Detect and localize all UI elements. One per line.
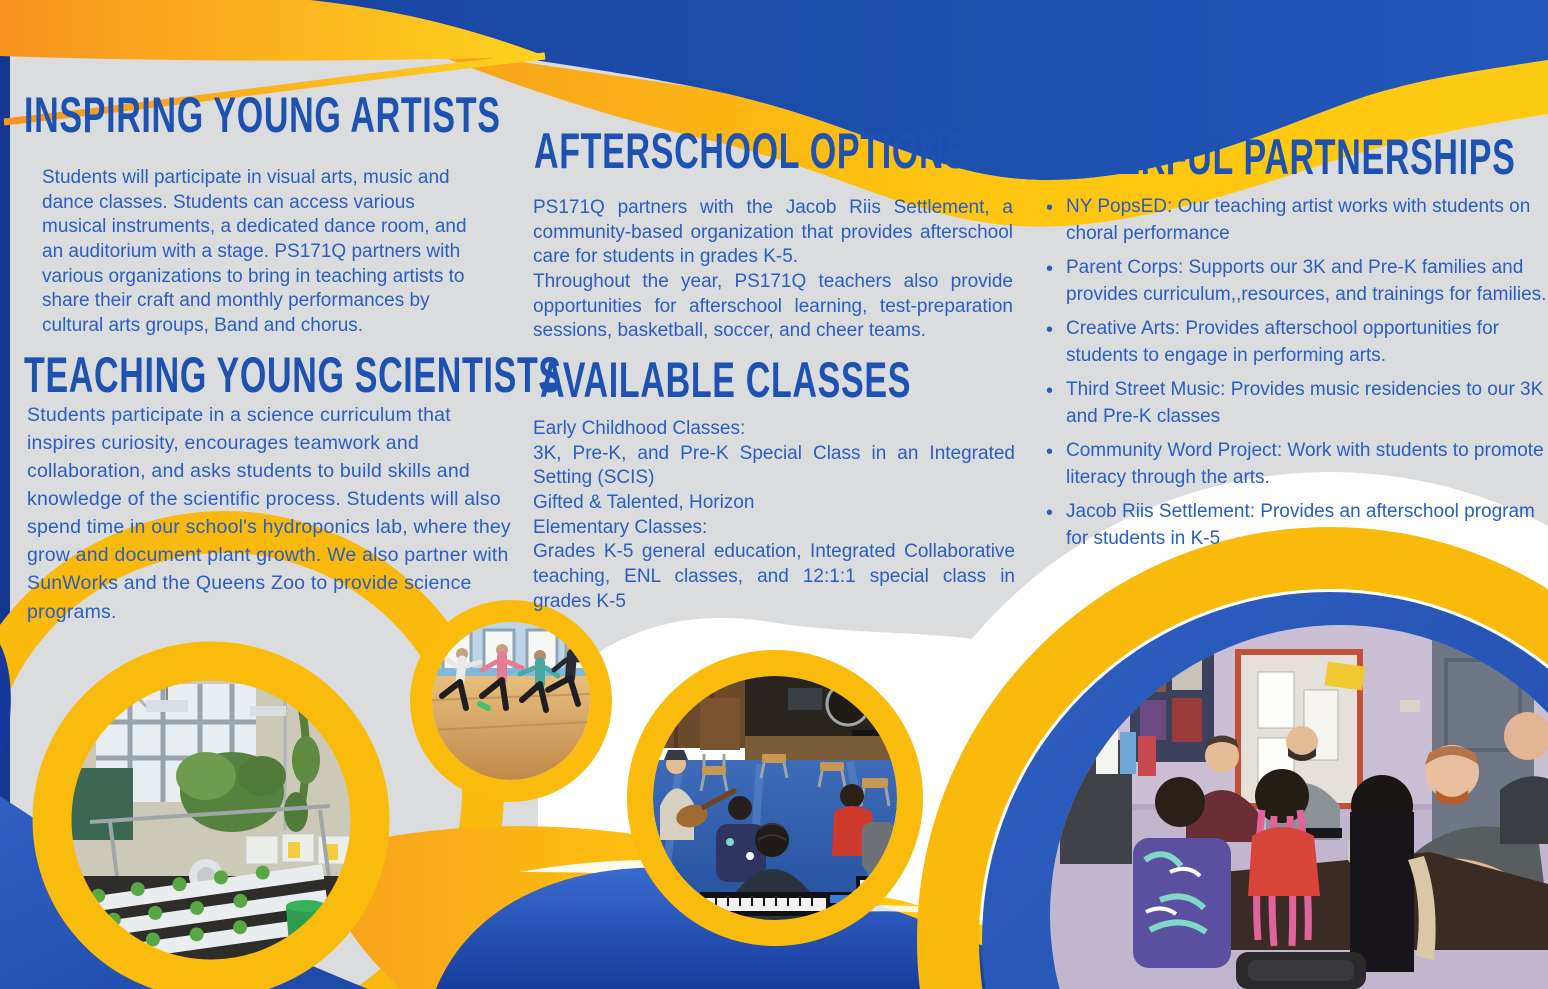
afterschool-heading: AFTERSCHOOL OPTIONS [534,123,968,179]
scientists-heading: TEACHING YOUNG SCIENTISTS [24,347,562,403]
classes-line-2: 3K, Pre-K, and Pre-K Special Class in an Integrated Setting (SCIS) [533,442,1015,489]
partnership-item-text: Community Word Project: Work with students to promote literacy through the arts. [1066,439,1544,488]
partnership-item-text: Third Street Music: Provides music residencies to our 3K and Pre-K classes [1066,378,1544,427]
afterschool-paragraph-2: Throughout the year, PS171Q teachers also provide opportunities for afterschool learning, test-preparation sessions, basketball, soccer, and cheer teams. [533,271,1013,342]
partnerships-heading: POWERFUL PARTNERSHIPS [1034,129,1516,185]
partnerships-list [1042,194,1547,560]
partnership-item-text: Creative Arts: Provides afterschool opportunities for students to engage in performing arts. [1066,317,1499,366]
partnership-item [1042,499,1547,553]
afterschool-paragraph-1: PS171Q partners with the Jacob Riis Settlement, a community-based organization that provides afterschool care for students in grades K-5. [533,197,1013,268]
dance-class-photo [432,622,590,780]
classes-line-3: Gifted & Talented, Horizon [533,492,755,514]
partnership-item [1042,316,1547,370]
partnership-item-text: Parent Corps: Supports our 3K and Pre-K families and provides curriculum,,resources, and trainings for families. [1066,256,1547,305]
artists-body: Students will participate in visual arts, music and dance classes. Students can access various musical instruments, a dedicated dance room, and an auditorium with a stage. PS171Q partners with various organizations to bring in teaching artists to share their craft and monthly performances by cultural arts groups, Band and chorus. [42,167,467,337]
partnership-item [1042,377,1547,431]
afterschool-body [533,196,1013,344]
partnership-item [1042,438,1547,492]
classes-line-1: Early Childhood Classes: [533,418,746,439]
partnership-item-text: Jacob Riis Settlement: Provides an afterschool program for students in K-5 [1066,500,1535,549]
artists-heading: INSPIRING YOUNG ARTISTS [24,87,501,143]
classes-body [533,417,1015,615]
partnership-item [1042,194,1547,248]
scientists-body: Students participate in a science curriculum that inspires curiosity, encourages teamwork and collaboration, and asks students to build skills and knowledge of the scientific process. Students will also spend time in our school's hydroponics lab, where they grow and document plant growth. We also partner with SunWorks and the Queens Zoo to provide science programs. [27,404,511,623]
partnership-item [1042,255,1547,309]
partnership-item-text: NY PopsED: Our teaching artist works with students on choral performance [1066,196,1531,244]
classes-line-5: Grades K-5 general education, Integrated Collaborative teaching, ENL classes, and 12:1:1 special class in grades K-5 [533,541,1015,612]
classes-line-4: Elementary Classes: [533,516,708,538]
classes-heading: AVAILABLE CLASSES [540,352,912,408]
